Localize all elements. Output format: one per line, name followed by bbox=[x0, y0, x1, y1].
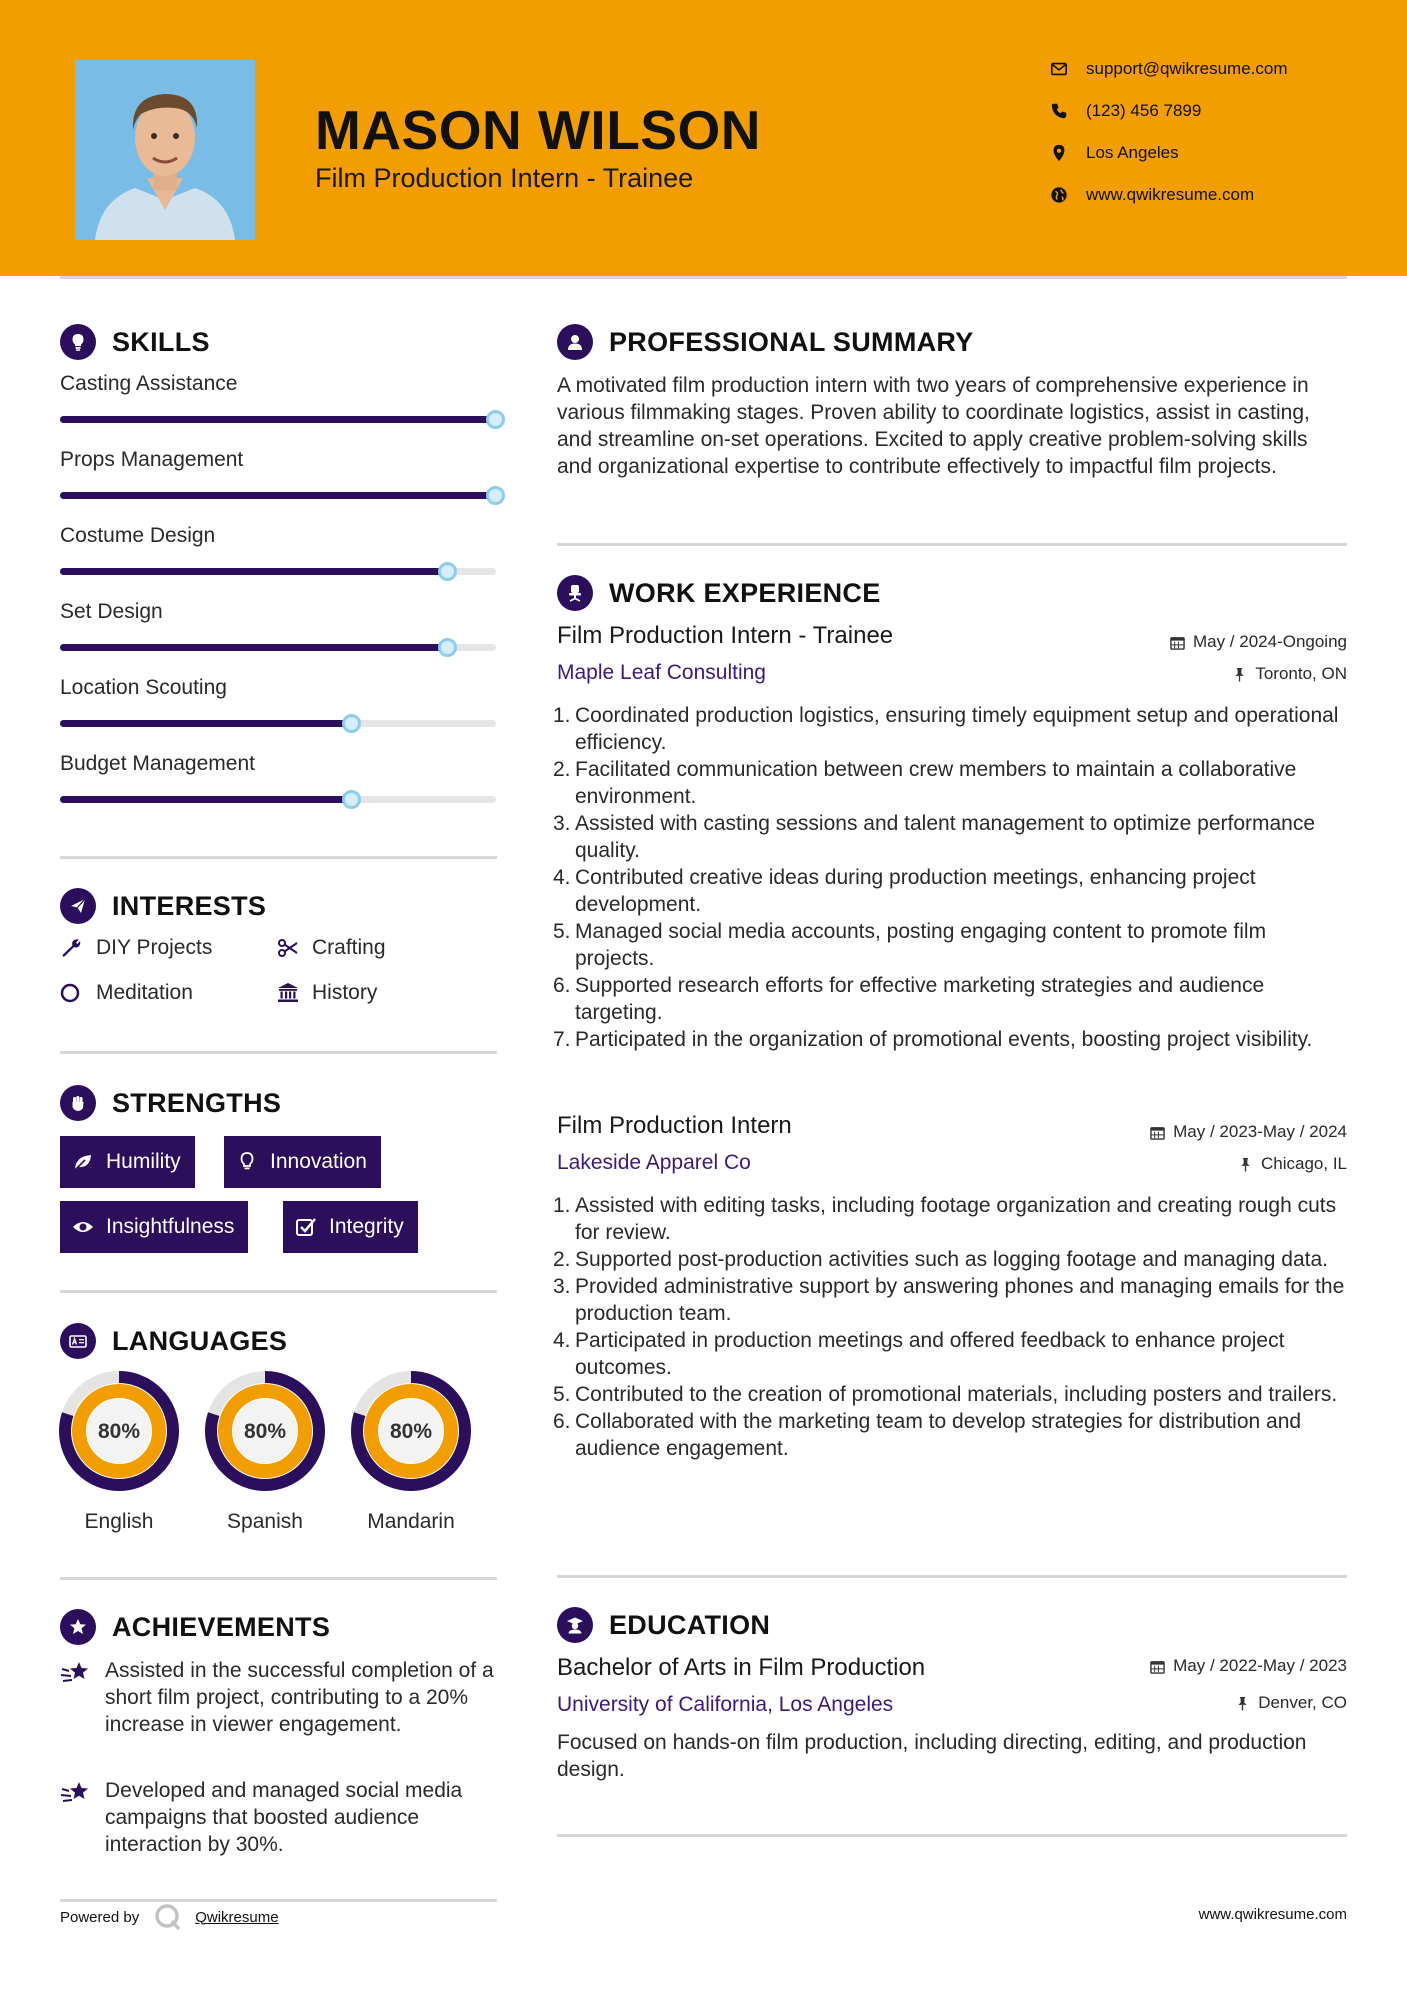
language-item bbox=[204, 1370, 326, 1534]
interest-item bbox=[276, 936, 386, 960]
education-title: EDUCATION bbox=[609, 1609, 771, 1640]
contact-email-text: support@qwikresume.com bbox=[1086, 59, 1288, 78]
skill-bar-fill bbox=[60, 416, 496, 423]
interest-label: Meditation bbox=[96, 981, 193, 1004]
globe-icon bbox=[1050, 186, 1068, 204]
profile-photo bbox=[75, 60, 255, 240]
achievement-item bbox=[60, 1657, 500, 1738]
job-bullet-number: 5. bbox=[553, 1383, 571, 1406]
checkbox-icon bbox=[295, 1216, 317, 1238]
job-bullet-text: Participated in the organization of promotional events, boosting project visibility. bbox=[575, 1028, 1313, 1051]
interest-label: DIY Projects bbox=[96, 936, 213, 959]
job-bullet-text: Supported post-production activities such as logging footage and managing data. bbox=[575, 1248, 1329, 1271]
language-name: Mandarin bbox=[367, 1510, 455, 1533]
job-bullet-text: Contributed to the creation of promotional materials, including posters and trailers. bbox=[575, 1383, 1338, 1406]
lightbulb-icon bbox=[236, 1151, 258, 1173]
job-bullet bbox=[553, 756, 1347, 810]
interest-item bbox=[276, 981, 377, 1005]
language-ring bbox=[204, 1370, 326, 1492]
achievements-title: ACHIEVEMENTS bbox=[112, 1611, 331, 1642]
job-bullet-text: Supported research efforts for effective marketing strategies and audience targeting. bbox=[575, 974, 1265, 1024]
skill-bar bbox=[60, 644, 496, 651]
experience-divider bbox=[557, 1575, 1347, 1578]
skill-bar-fill bbox=[60, 644, 448, 651]
job-bullet bbox=[553, 972, 1347, 1026]
summary-text: A motivated film production intern with two years of comprehensive experience in various filmmaking stages. Proven ability to coordinate logistics, assist in casting, and streamline on-set operations. Excited to apply creative problem-solving skills and organizational expertise to contribute effectively to impactful film projects. bbox=[557, 374, 1310, 478]
job-bullet bbox=[553, 1246, 1347, 1273]
job-bullet-text: Participated in production meetings and offered feedback to enhance project outcomes. bbox=[575, 1329, 1285, 1379]
job-bullet-number: 1. bbox=[553, 704, 571, 727]
map-pin-icon bbox=[1050, 144, 1068, 162]
skill-bar-fill bbox=[60, 568, 448, 575]
education-degree: Bachelor of Arts in Film Production bbox=[557, 1654, 926, 1681]
footer-website[interactable]: www.qwikresume.com bbox=[1198, 1906, 1347, 1923]
education-divider bbox=[557, 1834, 1347, 1837]
language-ring bbox=[58, 1370, 180, 1492]
fist-icon bbox=[60, 1085, 96, 1121]
achievement-item bbox=[60, 1777, 500, 1858]
strength-label: Humility bbox=[106, 1150, 181, 1173]
job-bullet bbox=[553, 810, 1347, 864]
summary-heading bbox=[557, 324, 974, 360]
skill-label: Budget Management bbox=[60, 752, 255, 775]
job-bullet bbox=[553, 1327, 1347, 1381]
skill-bar-knob bbox=[438, 562, 457, 581]
eye-icon bbox=[72, 1216, 94, 1238]
language-item bbox=[350, 1370, 472, 1534]
education-location-text: Denver, CO bbox=[1258, 1693, 1347, 1712]
job-bullet-list bbox=[553, 702, 1347, 1053]
interest-label: Crafting bbox=[312, 936, 386, 959]
qwikresume-link[interactable]: Qwikresume bbox=[195, 1908, 279, 1926]
job-bullet bbox=[553, 1192, 1347, 1246]
candidate-title: Film Production Intern - Trainee bbox=[315, 163, 694, 193]
museum-icon bbox=[276, 981, 300, 1005]
job-bullet-number: 6. bbox=[553, 1410, 571, 1433]
contact-phone[interactable] bbox=[1050, 101, 1370, 121]
office-chair-icon bbox=[557, 575, 593, 611]
job-dates bbox=[1170, 632, 1347, 652]
shooting-star-icon bbox=[60, 1779, 92, 1807]
footer-powered-by bbox=[60, 1902, 279, 1932]
summary-divider bbox=[557, 543, 1347, 546]
pushpin-icon bbox=[1238, 1157, 1253, 1172]
job-bullet-number: 3. bbox=[553, 1275, 571, 1298]
job-role: Film Production Intern bbox=[557, 1112, 792, 1139]
paper-plane-icon bbox=[60, 888, 96, 924]
interest-label: History bbox=[312, 981, 378, 1004]
languages-divider bbox=[60, 1577, 497, 1580]
skills-heading bbox=[60, 324, 210, 360]
strength-label: Insightfulness bbox=[106, 1215, 235, 1238]
interests-heading bbox=[60, 888, 266, 924]
graduate-icon bbox=[557, 1607, 593, 1643]
job-bullet-text: Coordinated production logistics, ensuring timely equipment setup and operational efficiency. bbox=[575, 704, 1339, 754]
language-item bbox=[58, 1370, 180, 1534]
circle-icon bbox=[60, 981, 84, 1005]
achievement-text: Developed and managed social media campaigns that boosted audience interaction by 30%. bbox=[105, 1779, 463, 1856]
job-bullet-number: 5. bbox=[553, 920, 571, 943]
experience-title: WORK EXPERIENCE bbox=[609, 577, 881, 608]
job-bullet bbox=[553, 1026, 1347, 1053]
job-company: Lakeside Apparel Co bbox=[557, 1151, 751, 1174]
job-location-text: Chicago, IL bbox=[1261, 1154, 1347, 1173]
education-dates-text: May / 2022-May / 2023 bbox=[1173, 1656, 1347, 1675]
strength-label: Integrity bbox=[329, 1215, 404, 1238]
contact-location bbox=[1050, 143, 1370, 163]
education-location bbox=[1235, 1693, 1347, 1713]
scissors-icon bbox=[276, 936, 300, 960]
lightbulb-icon bbox=[60, 324, 96, 360]
skill-bar-fill bbox=[60, 492, 496, 499]
strengths-heading bbox=[60, 1085, 281, 1121]
calendar-icon bbox=[1150, 1125, 1165, 1140]
education-heading bbox=[557, 1607, 770, 1643]
user-icon bbox=[557, 324, 593, 360]
job-bullet-number: 2. bbox=[553, 758, 571, 781]
pushpin-icon bbox=[1235, 1696, 1250, 1711]
contact-location-text: Los Angeles bbox=[1086, 143, 1179, 162]
education-dates bbox=[1150, 1656, 1347, 1676]
skills-title: SKILLS bbox=[112, 326, 210, 357]
header-divider bbox=[60, 276, 1347, 279]
contact-website-text: www.qwikresume.com bbox=[1086, 185, 1255, 204]
experience-heading bbox=[557, 575, 881, 611]
job-bullet-number: 2. bbox=[553, 1248, 571, 1271]
job-bullet-number: 4. bbox=[553, 866, 571, 889]
candidate-name: MASON WILSON bbox=[315, 99, 761, 161]
summary-title: PROFESSIONAL SUMMARY bbox=[609, 326, 974, 357]
skills-divider bbox=[60, 856, 497, 859]
skill-bar bbox=[60, 568, 496, 575]
skill-bar bbox=[60, 796, 496, 803]
contact-website[interactable] bbox=[1050, 185, 1370, 205]
job-location bbox=[1238, 1154, 1347, 1174]
calendar-icon bbox=[1170, 635, 1185, 650]
skill-label: Casting Assistance bbox=[60, 372, 238, 395]
interests-divider bbox=[60, 1051, 497, 1054]
header-banner bbox=[0, 0, 1407, 276]
contact-phone-text: (123) 456 7899 bbox=[1086, 101, 1202, 120]
calendar-icon bbox=[1150, 1659, 1165, 1674]
wrench-icon bbox=[60, 936, 84, 960]
pushpin-icon bbox=[1232, 667, 1247, 682]
skill-bar bbox=[60, 416, 496, 423]
job-bullet bbox=[553, 702, 1347, 756]
job-bullet-list bbox=[553, 1192, 1347, 1462]
job-location bbox=[1232, 664, 1347, 684]
strengths-title: STRENGTHS bbox=[112, 1087, 282, 1118]
language-ring bbox=[350, 1370, 472, 1492]
phone-icon bbox=[1050, 102, 1068, 120]
skill-bar-knob bbox=[438, 638, 457, 657]
job-bullet-number: 3. bbox=[553, 812, 571, 835]
job-bullet-number: 7. bbox=[553, 1028, 571, 1051]
job-bullet-number: 6. bbox=[553, 974, 571, 997]
achievement-text: Assisted in the successful completion of a short film project, contributing to a 20% increase in viewer engagement. bbox=[105, 1659, 494, 1736]
language-icon bbox=[60, 1323, 96, 1359]
job-dates bbox=[1150, 1122, 1347, 1142]
job-company: Maple Leaf Consulting bbox=[557, 661, 766, 684]
languages-title: LANGUAGES bbox=[112, 1325, 288, 1356]
languages-heading bbox=[60, 1323, 287, 1359]
job-bullet-number: 1. bbox=[553, 1194, 571, 1217]
strength-badge bbox=[224, 1136, 381, 1188]
interests-title: INTERESTS bbox=[112, 890, 267, 921]
leaf-icon bbox=[72, 1151, 94, 1173]
skill-label: Set Design bbox=[60, 600, 163, 623]
skill-bar-fill bbox=[60, 796, 352, 803]
job-bullet-text: Assisted with editing tasks, including footage organization and creating rough cuts for review. bbox=[575, 1194, 1337, 1244]
star-badge-icon bbox=[60, 1609, 96, 1645]
job-bullet bbox=[553, 1381, 1347, 1408]
skill-bar bbox=[60, 720, 496, 727]
job-role: Film Production Intern - Trainee bbox=[557, 622, 894, 649]
language-percent: 80% bbox=[97, 1420, 141, 1443]
job-location-text: Toronto, ON bbox=[1255, 664, 1347, 683]
skill-label: Props Management bbox=[60, 448, 244, 471]
strength-label: Innovation bbox=[270, 1150, 367, 1173]
job-dates-text: May / 2024-Ongoing bbox=[1192, 632, 1347, 651]
language-name: English bbox=[84, 1510, 154, 1533]
language-name: Spanish bbox=[227, 1510, 303, 1533]
skill-bar-knob bbox=[342, 790, 361, 809]
qwikresume-logo-icon bbox=[153, 1902, 183, 1932]
strength-badge bbox=[60, 1136, 195, 1188]
contact-email[interactable] bbox=[1050, 59, 1370, 79]
job-dates-text: May / 2023-May / 2024 bbox=[1173, 1122, 1347, 1141]
skill-bar-knob bbox=[486, 410, 505, 429]
job-bullet bbox=[553, 918, 1347, 972]
interest-item bbox=[60, 981, 193, 1005]
achievements-heading bbox=[60, 1609, 330, 1645]
job-bullet-text: Provided administrative support by answering phones and managing emails for the production team. bbox=[575, 1275, 1345, 1325]
education-school: University of California, Los Angeles bbox=[557, 1693, 894, 1716]
shooting-star-icon bbox=[60, 1659, 92, 1687]
powered-by-label: Powered by bbox=[60, 1908, 140, 1926]
job-bullet bbox=[553, 1408, 1347, 1462]
strength-badge bbox=[283, 1201, 418, 1253]
skill-bar-knob bbox=[342, 714, 361, 733]
job-bullet-text: Facilitated communication between crew members to maintain a collaborative environment. bbox=[575, 758, 1297, 808]
envelope-icon bbox=[1050, 60, 1068, 78]
job-bullet-text: Assisted with casting sessions and talent management to optimize performance quality. bbox=[575, 812, 1316, 862]
strengths-divider bbox=[60, 1290, 497, 1293]
job-bullet bbox=[553, 1273, 1347, 1327]
strength-badge bbox=[60, 1201, 248, 1253]
interest-item bbox=[60, 936, 212, 960]
language-percent: 80% bbox=[389, 1420, 433, 1443]
language-percent: 80% bbox=[243, 1420, 287, 1443]
skill-bar bbox=[60, 492, 496, 499]
skill-label: Location Scouting bbox=[60, 676, 227, 699]
job-bullet bbox=[553, 864, 1347, 918]
job-bullet-number: 4. bbox=[553, 1329, 571, 1352]
job-bullet-text: Contributed creative ideas during production meetings, enhancing project development. bbox=[575, 866, 1256, 916]
job-bullet-text: Collaborated with the marketing team to develop strategies for distribution and audience engagement. bbox=[575, 1410, 1302, 1460]
skill-bar-fill bbox=[60, 720, 352, 727]
job-bullet-text: Managed social media accounts, posting engaging content to promote film projects. bbox=[575, 920, 1267, 970]
skill-label: Costume Design bbox=[60, 524, 216, 547]
skill-bar-knob bbox=[486, 486, 505, 505]
education-description: Focused on hands-on film production, including directing, editing, and production design. bbox=[557, 1731, 1307, 1781]
